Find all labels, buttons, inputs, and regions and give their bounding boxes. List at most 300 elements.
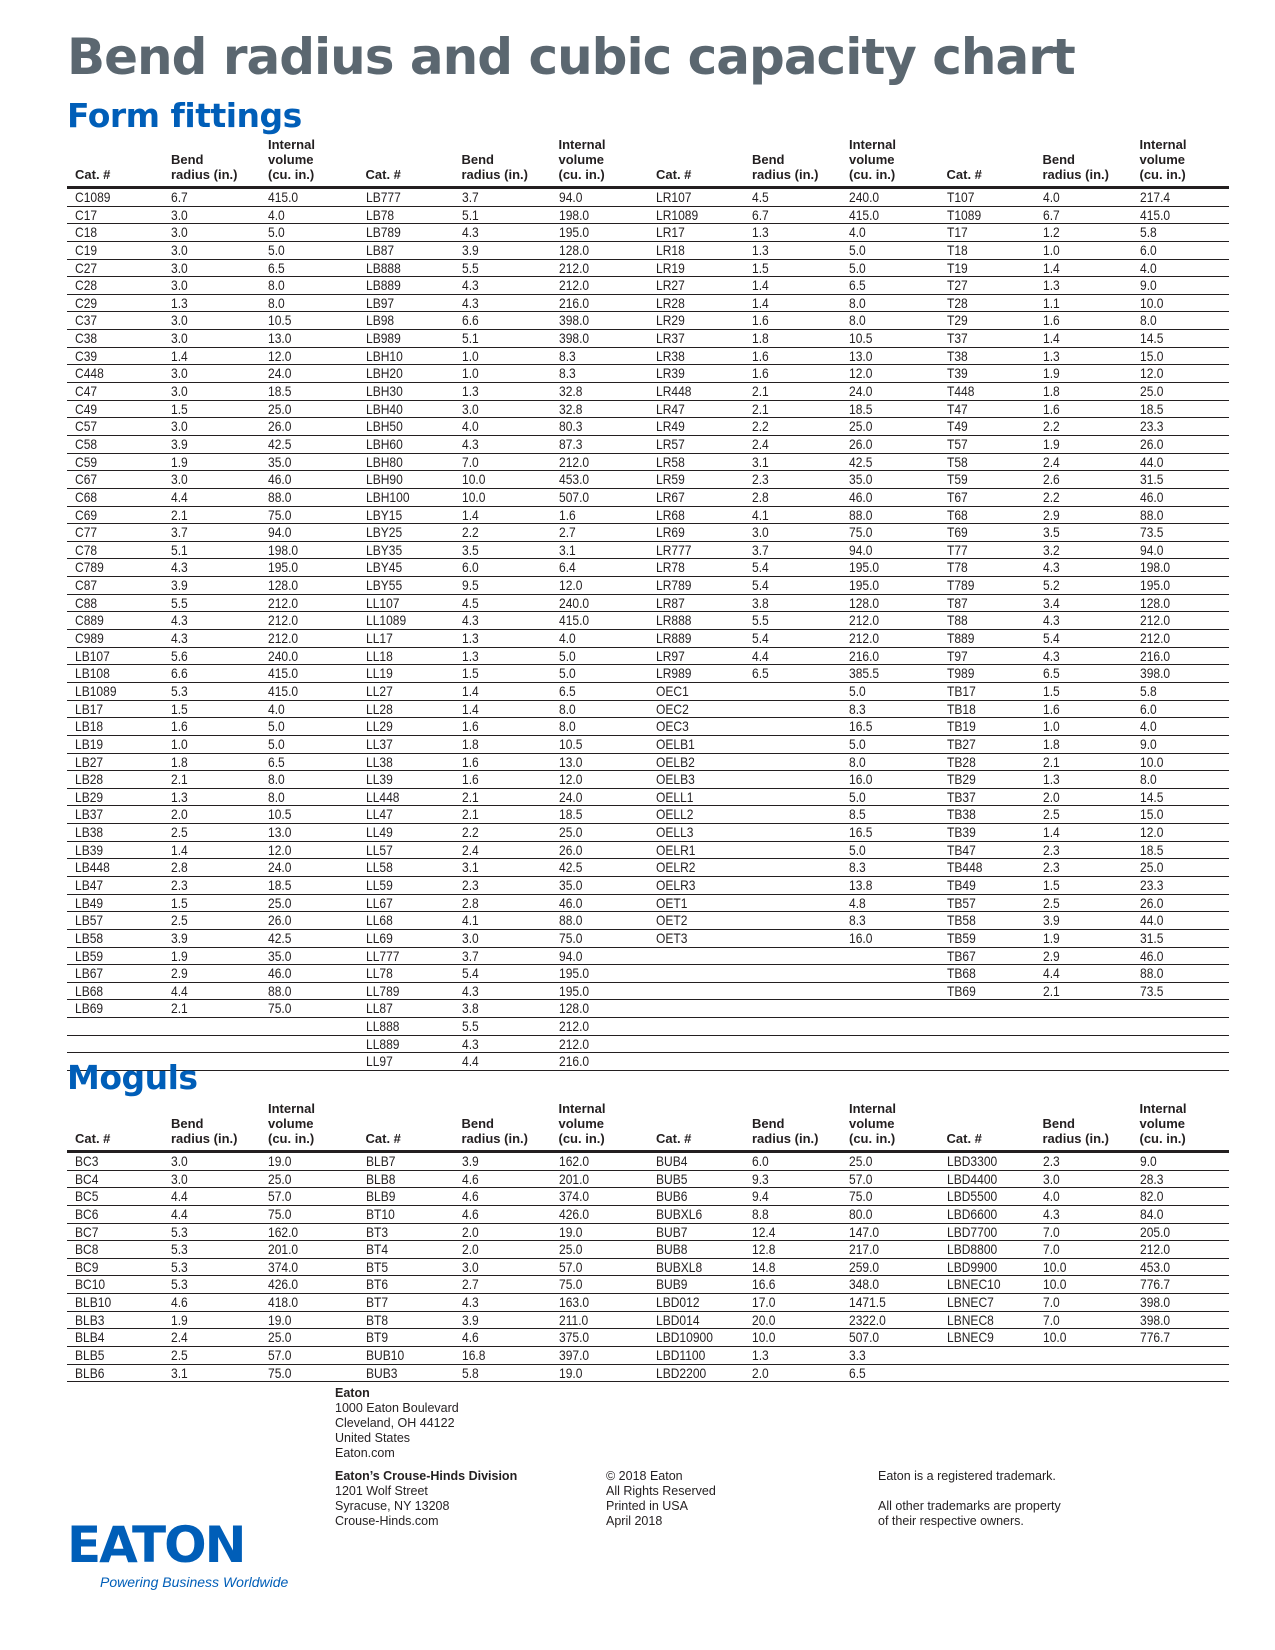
table-row [358, 1329, 649, 1347]
cell-text: BUBXL8 [656, 1258, 703, 1275]
cell-text: OELB2 [656, 753, 695, 770]
cat-number [648, 277, 744, 294]
cat-number [939, 665, 1035, 682]
cell-text: 2.1 [171, 1000, 188, 1017]
internal-volume [260, 665, 358, 682]
internal-volume [260, 683, 358, 700]
table-row [358, 683, 649, 701]
cat-number [939, 1241, 1035, 1258]
cat-number [67, 1312, 163, 1329]
cell-text: 4.0 [461, 418, 479, 435]
cell-text: 4.4 [1042, 965, 1060, 982]
cell-text: 2.4 [461, 841, 479, 858]
bend-radius [744, 1153, 841, 1170]
cell-text: 1.6 [171, 718, 188, 735]
header-bend-radius: Bend radius (in.) [171, 1116, 238, 1146]
internal-volume [1132, 806, 1230, 823]
cat-number [67, 1036, 163, 1053]
cat-number [67, 648, 163, 665]
division-address [335, 1469, 517, 1529]
table-row [67, 754, 358, 772]
cell-text: 4.4 [171, 1205, 188, 1222]
cell-text: 2.9 [1042, 947, 1060, 964]
cell-text: BC5 [75, 1188, 99, 1205]
cat-number [648, 1241, 744, 1258]
bend-radius [163, 507, 260, 524]
cell-text: 5.0 [849, 735, 866, 752]
cell-text: 4.5 [461, 594, 479, 611]
cat-number [358, 736, 454, 753]
table-header [648, 1100, 939, 1153]
cell-text: OET3 [656, 929, 688, 946]
cell-text: 348.0 [849, 1276, 880, 1293]
table-row [939, 789, 1230, 807]
cell-text: 25.0 [268, 1329, 292, 1346]
cell-text: 88.0 [268, 488, 292, 505]
cell-text: LB68 [75, 982, 104, 999]
cat-number [648, 930, 744, 947]
eaton-address-line: Cleveland, OH 44122 [335, 1416, 455, 1430]
cat-number [939, 1312, 1035, 1329]
cell-text: 4.8 [849, 894, 866, 911]
table-row [939, 983, 1230, 1001]
cell-text: LB39 [75, 841, 104, 858]
internal-volume [1132, 1329, 1230, 1346]
cat-number [67, 401, 163, 418]
cell-text: 2.0 [461, 1223, 479, 1240]
cat-number [67, 983, 163, 1000]
cell-text: 9.0 [1139, 1153, 1157, 1169]
bend-radius [454, 189, 551, 206]
cell-text: 5.5 [171, 594, 188, 611]
bend-radius [163, 648, 260, 665]
cell-text: LL38 [365, 753, 393, 770]
cell-text: 3.0 [461, 929, 479, 946]
table-row [939, 1224, 1230, 1242]
internal-volume [1132, 471, 1230, 488]
table-row [358, 930, 649, 948]
cat-number [67, 736, 163, 753]
internal-volume [1132, 1000, 1230, 1017]
internal-volume [1132, 630, 1230, 647]
internal-volume [1132, 507, 1230, 524]
cell-text: 259.0 [849, 1258, 880, 1275]
cell-text: 5.0 [268, 735, 285, 752]
internal-volume [260, 330, 358, 347]
cell-text: 162.0 [268, 1223, 299, 1240]
cell-text: 4.3 [461, 612, 479, 629]
table-row [648, 1224, 939, 1242]
cell-text: 1.1 [1042, 294, 1060, 311]
internal-volume [1132, 418, 1230, 435]
table-row [939, 365, 1230, 383]
cat-number [648, 771, 744, 788]
cell-text: 94.0 [849, 541, 873, 558]
cat-number [648, 330, 744, 347]
cell-text: 415.0 [268, 189, 299, 205]
internal-volume [260, 824, 358, 841]
bend-radius [454, 436, 551, 453]
cell-text: 1.8 [461, 735, 479, 752]
cell-text: 2.4 [1042, 453, 1060, 470]
table-row [939, 559, 1230, 577]
cell-text: 24.0 [268, 859, 292, 876]
cat-number [67, 1365, 163, 1382]
cell-text: 2.8 [461, 894, 479, 911]
cat-number [67, 877, 163, 894]
bend-radius [454, 842, 551, 859]
cat-number [648, 260, 744, 277]
table-row [358, 330, 649, 348]
bend-radius [163, 630, 260, 647]
table-row [939, 1241, 1230, 1259]
internal-volume [841, 365, 939, 382]
bend-radius [1035, 436, 1132, 453]
internal-volume [260, 859, 358, 876]
cell-text: 1.8 [752, 330, 769, 347]
internal-volume [1132, 771, 1230, 788]
table-row [358, 454, 649, 472]
cell-text: 14.5 [1139, 330, 1163, 347]
cell-text: 2.1 [752, 400, 769, 417]
cell-text: 212.0 [558, 453, 589, 470]
internal-volume [841, 1276, 939, 1293]
cell-text: 75.0 [268, 1364, 292, 1381]
internal-volume [551, 948, 649, 965]
bend-radius [454, 471, 551, 488]
internal-volume [1132, 1259, 1230, 1276]
cell-text: 5.0 [268, 241, 285, 258]
internal-volume [260, 771, 358, 788]
cell-text: 94.0 [558, 947, 582, 964]
cell-text: C67 [75, 471, 98, 488]
cell-text: BLB6 [75, 1364, 105, 1381]
cell-text: 57.0 [849, 1170, 873, 1187]
bend-radius [454, 418, 551, 435]
internal-volume [841, 260, 939, 277]
internal-volume [841, 1329, 939, 1346]
cat-number [939, 401, 1035, 418]
cell-text: 1.8 [1042, 735, 1060, 752]
cat-number [358, 383, 454, 400]
cell-text: BUB3 [365, 1364, 397, 1381]
internal-volume [841, 401, 939, 418]
bend-radius [744, 1224, 841, 1241]
cell-text: 9.4 [752, 1188, 769, 1205]
cell-text: 216.0 [558, 1053, 589, 1070]
cat-number [358, 665, 454, 682]
cell-text: 6.7 [752, 206, 769, 223]
table-row [939, 877, 1230, 895]
cell-text: LL58 [365, 859, 393, 876]
bend-radius [163, 1188, 260, 1205]
cell-text: 1.5 [461, 665, 479, 682]
cat-number [358, 1347, 454, 1364]
cell-text: 5.0 [268, 718, 285, 735]
internal-volume [841, 1171, 939, 1188]
internal-volume [841, 1224, 939, 1241]
cell-text: 6.5 [849, 1364, 866, 1381]
column-group [939, 136, 1230, 1071]
cell-text: 18.5 [1139, 841, 1163, 858]
cell-text: 1.5 [171, 400, 188, 417]
cell-text: 128.0 [558, 1000, 589, 1017]
copyright-line: April 2018 [606, 1514, 663, 1528]
cell-text: 6.7 [171, 189, 188, 205]
table-row [648, 983, 939, 1001]
bend-radius [744, 665, 841, 682]
cell-text: 2.5 [1042, 806, 1060, 823]
cell-text: 5.3 [171, 1276, 188, 1293]
internal-volume [841, 895, 939, 912]
cell-text: 4.0 [558, 630, 576, 647]
internal-volume [260, 577, 358, 594]
bend-radius [1035, 559, 1132, 576]
cell-text: 398.0 [1139, 1311, 1170, 1328]
table-row [648, 489, 939, 507]
bend-radius [163, 189, 260, 206]
cell-text: 5.2 [1042, 577, 1060, 594]
bend-radius [1035, 1018, 1132, 1035]
cell-text: T58 [946, 453, 968, 470]
bend-radius [744, 418, 841, 435]
internal-volume [260, 542, 358, 559]
cat-number [358, 1153, 454, 1170]
bend-radius [454, 1206, 551, 1223]
internal-volume [260, 1188, 358, 1205]
cell-text: T107 [946, 189, 974, 205]
internal-volume [841, 771, 939, 788]
internal-volume [260, 1036, 358, 1053]
cell-text: BUB10 [365, 1347, 404, 1364]
table-row [939, 383, 1230, 401]
table-row [648, 648, 939, 666]
table-row [67, 877, 358, 895]
cat-number [648, 207, 744, 224]
internal-volume [260, 1294, 358, 1311]
cell-text: 128.0 [268, 577, 299, 594]
cell-text: 453.0 [558, 471, 589, 488]
bend-radius [1035, 277, 1132, 294]
table-row [358, 524, 649, 542]
cat-number [648, 1224, 744, 1241]
cell-text: 4.3 [1042, 559, 1060, 576]
cell-text: OEC3 [656, 718, 689, 735]
cell-text: LR18 [656, 241, 685, 258]
internal-volume [260, 189, 358, 206]
table-row [648, 859, 939, 877]
cat-number [67, 277, 163, 294]
cell-text: 4.3 [1042, 647, 1060, 664]
bend-radius [454, 630, 551, 647]
cell-text: 84.0 [1139, 1205, 1163, 1222]
cell-text: LBH100 [365, 488, 410, 505]
internal-volume [260, 436, 358, 453]
cell-text: T88 [946, 612, 968, 629]
internal-volume [841, 1053, 939, 1070]
header-bend-radius: Bend radius (in.) [752, 1116, 819, 1146]
cat-number [358, 295, 454, 312]
internal-volume [841, 1347, 939, 1364]
table-row [67, 260, 358, 278]
bend-radius [1035, 489, 1132, 506]
cat-number [67, 630, 163, 647]
cat-number [358, 824, 454, 841]
internal-volume [551, 383, 649, 400]
table-row [67, 1276, 358, 1294]
table-row [648, 365, 939, 383]
cell-text: 4.3 [1042, 612, 1060, 629]
internal-volume [260, 1053, 358, 1070]
cell-text: 453.0 [1139, 1258, 1170, 1275]
internal-volume [260, 295, 358, 312]
bend-radius [1035, 1329, 1132, 1346]
cell-text: BLB4 [75, 1329, 105, 1346]
cell-text: 12.4 [752, 1223, 776, 1240]
cell-text: 10.5 [268, 312, 292, 329]
table-row [939, 224, 1230, 242]
table-header [67, 1100, 358, 1153]
cell-text: 4.3 [171, 630, 188, 647]
cell-text: BUB9 [656, 1276, 688, 1293]
table-row [648, 1241, 939, 1259]
table-row [67, 454, 358, 472]
table-row [939, 577, 1230, 595]
cat-number [648, 365, 744, 382]
cell-text: LL57 [365, 841, 393, 858]
cat-number [939, 436, 1035, 453]
cell-text: 4.6 [171, 1294, 188, 1311]
cell-text: TB37 [946, 788, 976, 805]
table-row [939, 401, 1230, 419]
internal-volume [551, 1276, 649, 1293]
bend-radius [454, 383, 551, 400]
bend-radius [744, 912, 841, 929]
table-row [648, 295, 939, 313]
bend-radius [1035, 965, 1132, 982]
bend-radius [744, 524, 841, 541]
cell-text: 2.3 [752, 471, 769, 488]
bend-radius [744, 1365, 841, 1382]
internal-volume [841, 912, 939, 929]
internal-volume [260, 348, 358, 365]
internal-volume [841, 454, 939, 471]
cat-number [648, 1312, 744, 1329]
internal-volume [260, 754, 358, 771]
internal-volume [1132, 207, 1230, 224]
bend-radius [454, 1018, 551, 1035]
cell-text: 4.4 [171, 1188, 188, 1205]
internal-volume [260, 312, 358, 329]
bend-radius [1035, 665, 1132, 682]
cat-number [358, 983, 454, 1000]
bend-radius [454, 1365, 551, 1382]
cell-text: 3.9 [1042, 912, 1060, 929]
cat-number [648, 806, 744, 823]
internal-volume [551, 1329, 649, 1346]
cat-number [358, 701, 454, 718]
cell-text: 14.8 [752, 1258, 776, 1275]
cat-number [358, 895, 454, 912]
table-row [67, 312, 358, 330]
table-row [648, 701, 939, 719]
table-row [67, 524, 358, 542]
cell-text: 4.4 [171, 982, 188, 999]
cell-text: 57.0 [268, 1347, 292, 1364]
table-row [648, 789, 939, 807]
table-row [358, 1000, 649, 1018]
table-row [358, 577, 649, 595]
cat-number [648, 383, 744, 400]
table-row [648, 1294, 939, 1312]
cell-text: 46.0 [1139, 947, 1163, 964]
cell-text: 3.7 [171, 524, 188, 541]
cell-text: 1.4 [461, 700, 479, 717]
cell-text: 3.1 [461, 859, 479, 876]
internal-volume [1132, 877, 1230, 894]
cat-number [939, 277, 1035, 294]
table-row [939, 771, 1230, 789]
internal-volume [841, 1206, 939, 1223]
cell-text: 16.0 [849, 929, 873, 946]
bend-radius [454, 665, 551, 682]
bend-radius [1035, 1241, 1132, 1258]
cat-number [67, 207, 163, 224]
bend-radius [163, 418, 260, 435]
cell-text: 18.5 [268, 876, 292, 893]
cat-number [939, 1018, 1035, 1035]
cat-number [358, 401, 454, 418]
cell-text: LBD012 [656, 1294, 700, 1311]
bend-radius [1035, 365, 1132, 382]
bend-radius [1035, 295, 1132, 312]
cell-text: LL78 [365, 965, 393, 982]
cat-number [67, 348, 163, 365]
cell-text: 2.7 [558, 524, 576, 541]
table-row [67, 1171, 358, 1189]
internal-volume [551, 701, 649, 718]
cell-text: 25.0 [268, 1170, 292, 1187]
table-row [67, 418, 358, 436]
table-row [939, 312, 1230, 330]
cell-text: TB19 [946, 718, 976, 735]
page-title: Bend radius and cubic capacity chart [67, 28, 1075, 86]
bend-radius [744, 701, 841, 718]
table-row [939, 754, 1230, 772]
cell-text: 42.5 [268, 929, 292, 946]
table-row [939, 1276, 1230, 1294]
cell-text: 3.7 [752, 541, 769, 558]
bend-radius [1035, 930, 1132, 947]
cat-number [67, 507, 163, 524]
table-row [358, 1053, 649, 1071]
cell-text: 397.0 [558, 1347, 589, 1364]
internal-volume [551, 507, 649, 524]
internal-volume [551, 418, 649, 435]
cell-text: 415.0 [268, 682, 299, 699]
cell-text: 1.5 [1042, 682, 1060, 699]
cat-number [648, 842, 744, 859]
cat-number [648, 1347, 744, 1364]
cell-text: 4.3 [171, 612, 188, 629]
cell-text: T87 [946, 594, 968, 611]
cell-text: LB78 [365, 206, 394, 223]
cell-text: 6.5 [268, 753, 285, 770]
cell-text: 212.0 [849, 630, 880, 647]
cell-text: LBD2200 [656, 1364, 707, 1381]
bend-radius [163, 824, 260, 841]
table-row [648, 1347, 939, 1365]
